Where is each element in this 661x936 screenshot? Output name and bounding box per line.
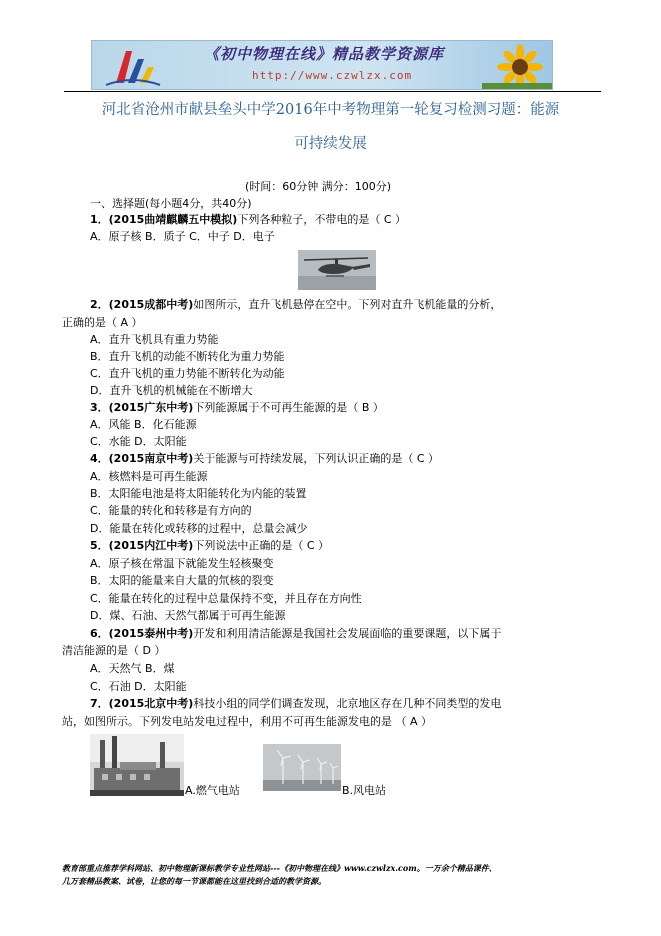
gas-power-plant-photo (90, 734, 184, 796)
question-1 (90, 213, 406, 227)
question-stem: 下列各种粒子，不带电的是（ C ） (237, 213, 407, 226)
page-footer (62, 862, 622, 888)
question-6 (90, 627, 501, 641)
question-source: (2015泰州中考) (108, 627, 194, 640)
option-a: A．直升飞机具有重力势能 (90, 333, 219, 346)
question-1-options: A．原子核 B．质子 C．中子 D．电子 (90, 230, 275, 243)
section-heading: 一、选择题(每小题4分，共40分) (90, 197, 252, 210)
question-number: 6． (90, 627, 109, 640)
option-ab: A．天然气 B．煤 (90, 662, 175, 675)
option-cd: C．水能 D．太阳能 (90, 435, 187, 448)
page-title: 河北省沧州市献县垒头中学2016年中考物理第一轮复习检测习题：能源 (101, 102, 560, 118)
option-a: A．原子核在常温下就能发生轻核聚变 (90, 557, 274, 570)
question-source: (2015南京中考) (108, 452, 194, 465)
page-title-cont: 可持续发展 (294, 136, 367, 152)
footer-line-2: 几万套精品教案、试卷，让您的每一节课都能在这里找到合适的教学资源。 (62, 876, 326, 886)
banner-url: http://www.czwlzx.com (252, 69, 413, 82)
question-source: (2015广东中考) (108, 401, 194, 414)
option-ab: A．风能 B．化石能源 (90, 418, 197, 431)
banner-title: 《初中物理在线》精品教学资源库 (204, 45, 445, 63)
question-number: 1． (90, 213, 109, 226)
option-d: D．直升飞机的机械能在不断增大 (90, 384, 253, 397)
question-2 (90, 298, 501, 312)
question-source: (2015曲靖麒麟五中模拟) (108, 213, 238, 226)
option-c: C．能量的转化和转移是有方向的 (90, 504, 252, 517)
option-a: A．核燃料是可再生能源 (90, 470, 208, 483)
caption-b: B.风电站 (342, 784, 387, 797)
option-c: C．能量在转化的过程中总量保持不变，并且存在方向性 (90, 592, 362, 605)
option-b: B．太阳的能量来自大量的氘核的裂变 (90, 574, 274, 587)
question-4 (90, 452, 439, 466)
question-number: 2． (90, 298, 109, 311)
question-source: (2015成都中考) (108, 298, 194, 311)
question-6-stem-cont: 清洁能源的是（ D ） (62, 644, 166, 657)
exam-meta: (时间：60分钟 满分：100分) (245, 180, 392, 193)
sunflower-icon (482, 41, 552, 90)
option-d: D．煤、石油、天然气都属于可再生能源 (90, 609, 286, 622)
footer-line-1: 教育部重点推荐学科网站、初中物理新课标教学专业性网站---《初中物理在线》www.czwlzx.com。一万余个精品课件、 (62, 863, 497, 873)
caption-a: A.燃气电站 (185, 784, 240, 797)
option-c: C．直升飞机的重力势能不断转化为动能 (90, 367, 285, 380)
question-stem: 关于能源与可持续发展，下列认识正确的是（ C ） (193, 452, 440, 465)
question-stem: 下列能源属于不可再生能源的是（ B ） (193, 401, 384, 414)
option-b: B．直升飞机的动能不断转化为重力势能 (90, 350, 285, 363)
question-stem: 下列说法中正确的是（ C ） (193, 539, 330, 552)
question-stem: 如图所示，直升飞机悬停在空中。下列对直升飞机能量的分析， (193, 298, 502, 311)
helicopter-photo (298, 250, 376, 290)
question-number: 5． (90, 539, 109, 552)
question-stem: 开发和利用清洁能源是我国社会发展面临的重要课题，以下属于 (193, 627, 502, 640)
header-rule (64, 91, 601, 92)
site-logo-icon (102, 45, 162, 87)
question-number: 4． (90, 452, 109, 465)
question-number: 7． (90, 697, 109, 710)
question-source: (2015内江中考) (108, 539, 194, 552)
question-7 (90, 697, 501, 711)
question-7-stem-cont: 站，如图所示。下列发电站发电过程中，利用不可再生能源发电的是 （ A ） (62, 715, 433, 728)
question-number: 3． (90, 401, 109, 414)
question-stem: 科技小组的同学们调查发现，北京地区存在几种不同类型的发电 (193, 697, 502, 710)
question-source: (2015北京中考) (108, 697, 194, 710)
question-2-stem-cont: 正确的是（ A ） (62, 316, 143, 329)
option-cd: C．石油 D．太阳能 (90, 680, 187, 693)
question-3 (90, 401, 384, 415)
option-b: B．太阳能电池是将太阳能转化为内能的装置 (90, 487, 307, 500)
question-5 (90, 539, 329, 553)
header-banner (91, 40, 553, 90)
option-d: D．能量在转化或转移的过程中，总量会减少 (90, 522, 308, 535)
wind-farm-photo (263, 744, 341, 791)
